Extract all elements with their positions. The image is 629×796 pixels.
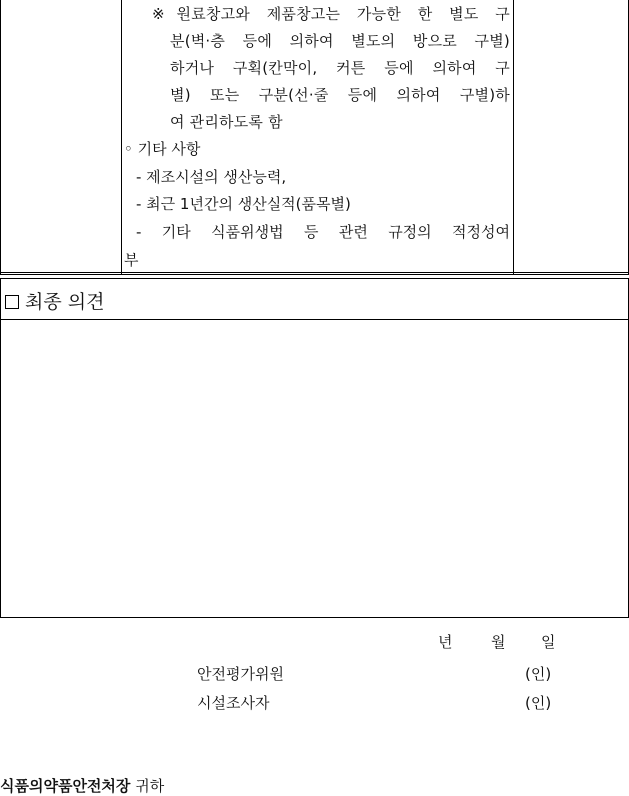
recipient-suffix: 귀하 [135, 777, 165, 795]
note-line-2: 분(벽·층 등에 의하여 별도의 방으로 구별) [170, 32, 510, 50]
table-divider-right [513, 0, 514, 274]
opinion-bottom-border [0, 617, 629, 618]
signer-safety-evaluator: 안전평가위원 [197, 665, 284, 683]
recipient-name: 식품의약품안전처장 [0, 777, 131, 795]
note-line-5: 여 관리하도록 함 [170, 113, 283, 131]
table-border-left [0, 0, 1, 274]
final-opinion-body[interactable] [6, 326, 622, 612]
note-line-3: 하거나 구획(칸막이, 커튼 등에 의하여 구 [170, 59, 510, 77]
table-bottom-border-double [0, 274, 629, 275]
signer-safety-evaluator-seal: (인) [525, 665, 552, 683]
other-item-capacity: - 제조시설의 생산능력, [136, 168, 287, 186]
date-year: 년 [438, 633, 453, 651]
opinion-header-divider [0, 319, 629, 320]
other-item-production: - 최근 1년간의 생산실적(품목별) [136, 195, 351, 213]
other-items-header: ◦ 기타 사항 [124, 140, 201, 158]
note-line-1: ※원료창고와 제품창고는 가능한 한 별도 구 [152, 5, 510, 23]
signer-facility-inspector-seal: (인) [525, 694, 552, 712]
opinion-top-border [0, 278, 629, 279]
date-month: 월 [491, 633, 506, 651]
other-item-compliance-wrap: 부 [124, 251, 139, 269]
table-bottom-border [0, 272, 629, 273]
checkbox-icon [5, 295, 19, 309]
date-day: 일 [541, 633, 556, 651]
note-line-4: 별) 또는 구분(선·줄 등에 의하여 구별)하 [170, 86, 510, 104]
final-opinion-title: 최종 의견 [25, 291, 105, 313]
opinion-border-left [0, 278, 1, 618]
signer-facility-inspector: 시설조사자 [197, 694, 270, 712]
other-item-compliance: - 기타 식품위생법 등 관련 규정의 적정성여 [136, 223, 510, 241]
final-opinion-heading [5, 287, 104, 314]
table-divider-left [121, 0, 122, 274]
